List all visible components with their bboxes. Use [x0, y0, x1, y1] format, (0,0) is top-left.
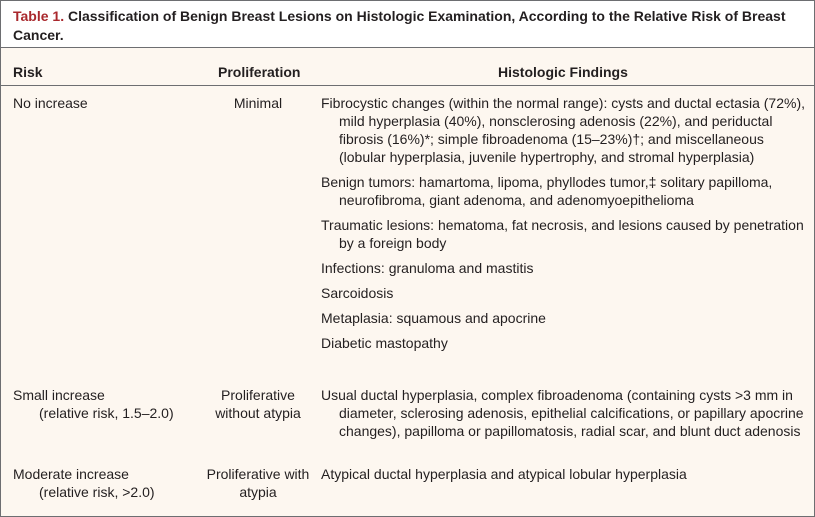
row-2-proliferation: Proliferative without atypia: [215, 387, 301, 421]
row-2-risk-label: Small increase: [13, 387, 105, 403]
row-1-risk-label: No increase: [13, 95, 88, 111]
row-3-risk-detail: (relative risk, >2.0): [39, 484, 155, 500]
finding-atypical-hyperplasia: Atypical ductal hyperplasia and atypical lobular hyperplasia: [321, 466, 687, 482]
row-3-findings: [321, 465, 805, 490]
header-findings: Histologic Findings: [498, 64, 628, 80]
row-3-risk-label: Moderate increase: [13, 466, 129, 482]
row-1-findings: [321, 94, 805, 359]
finding-diabetic-mastopathy: Diabetic mastopathy: [321, 335, 448, 351]
table-title-bar: [1, 1, 814, 48]
finding-traumatic-lesions: Traumatic lesions: hematoma, fat necrosis, and lesions caused by penetration by a foreign body: [321, 217, 804, 251]
row-1-risk: [13, 94, 203, 112]
row-2-findings: [321, 386, 805, 447]
table-title: [13, 7, 803, 45]
row-3-proliferation: Proliferative with atypia: [206, 466, 310, 500]
row-2-risk-detail: (relative risk, 1.5–2.0): [39, 405, 174, 421]
row-1-proliferation: Minimal: [233, 95, 283, 111]
finding-fibrocystic: Fibrocystic changes (within the normal range): cysts and ductal ectasia (72%), mild hyperplasia (40%), nonsclerosing adenosis (22%), and periductal fibrosis (16%)*; simple fibroadenoma (15–23%)†; and miscellaneous (lobular hyperplasia, juvenile hypertrophy, and stromal hyperplasia): [321, 95, 805, 165]
table-label: Table 1.: [13, 8, 65, 24]
row-3-risk: [13, 465, 203, 501]
finding-benign-tumors: Benign tumors: hamartoma, lipoma, phyllodes tumor,‡ solitary papilloma, neurofibroma, giant adenoma, and adenomyoepithelioma: [321, 174, 773, 208]
finding-usual-ductal-hyperplasia: Usual ductal hyperplasia, complex fibroadenoma (containing cysts >3 mm in diameter, sclerosing adenosis, epithelial calcifications, or papillary apocrine changes), papilloma or papillomatosis, radial scar, and blunt duct adenosis: [321, 387, 804, 439]
header-proliferation: Proliferation: [218, 64, 301, 80]
finding-infections: Infections: granuloma and mastitis: [321, 260, 534, 276]
finding-metaplasia: Metaplasia: squamous and apocrine: [321, 310, 546, 326]
header-risk: Risk: [13, 64, 43, 80]
table-title-text: Classification of Benign Breast Lesions on Histologic Examination, According to the Relative Risk of Breast Cancer.: [13, 8, 786, 43]
header-row: [1, 47, 814, 86]
finding-sarcoidosis: Sarcoidosis: [321, 285, 394, 301]
row-2-risk: [13, 386, 203, 422]
